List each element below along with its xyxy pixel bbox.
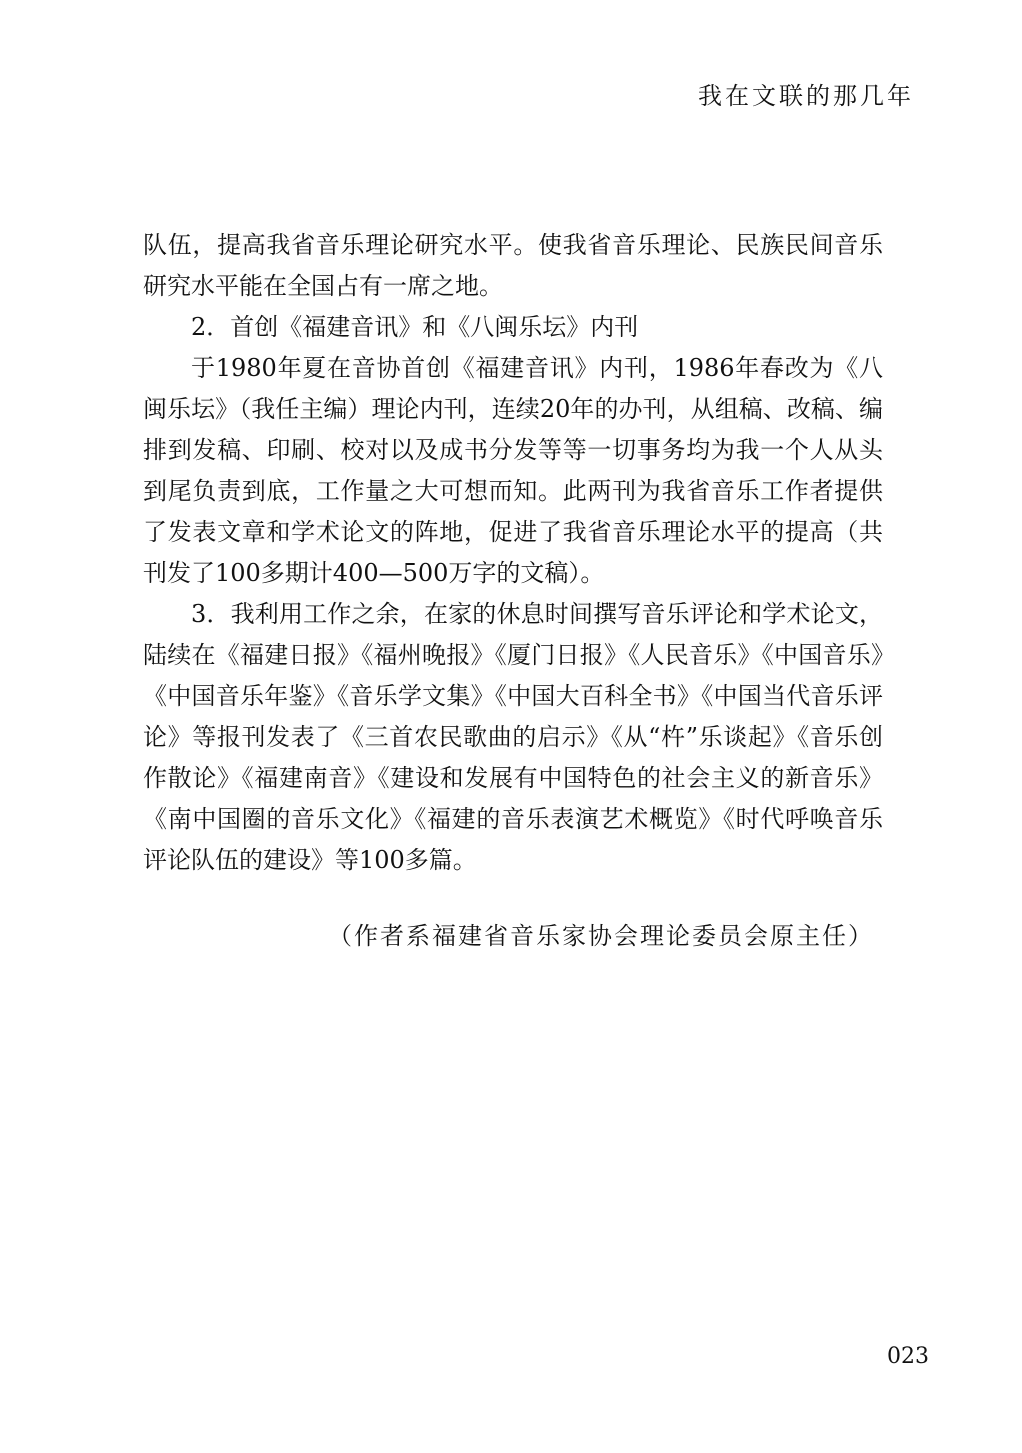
paragraph-continued: 队伍，提高我省音乐理论研究水平。使我省音乐理论、民族民间音乐研究水平能在全国占有一席之地。 <box>143 231 883 300</box>
running-header: 我在文联的那几年 <box>698 82 914 110</box>
author-byline: （作者系福建省音乐家协会理论委员会原主任） <box>328 922 874 950</box>
paragraph-publications: 3．我利用工作之余，在家的休息时间撰写音乐评论和学术论文，陆续在《福建日报》《福州晚报》《厦门日报》《人民音乐》《中国音乐》《中国音乐年鉴》《音乐学文集》《中国大百科全书》《中国当代音乐评论》等报刊发表了《三首农民歌曲的启示》《从“杵”乐谈起》《音乐创作散论》《福建南音》《建设和发展有中国特色的社会主义的新音乐》《南中国圈的音乐文化》《福建的音乐表演艺术概览》《时代呼唤音乐评论队伍的建设》等100多篇。 <box>143 600 883 874</box>
paragraph-journals: 于1980年夏在音协首创《福建音讯》内刊，1986年春改为《八闽乐坛》（我任主编）理论内刊，连续20年的办刊，从组稿、改稿、编排到发稿、印刷、校对以及成书分发等等一切事务均为我一个人从头到尾负责到底，工作量之大可想而知。此两刊为我省音乐工作者提供了发表文章和学术论文的阵地，促进了我省音乐理论水平的提高（共刊发了100多期计400—500万字的文稿）。 <box>143 354 883 587</box>
article-body <box>143 225 883 881</box>
page-number: 023 <box>887 1344 929 1369</box>
section-heading-2: 2．首创《福建音讯》和《八闽乐坛》内刊 <box>191 313 639 341</box>
